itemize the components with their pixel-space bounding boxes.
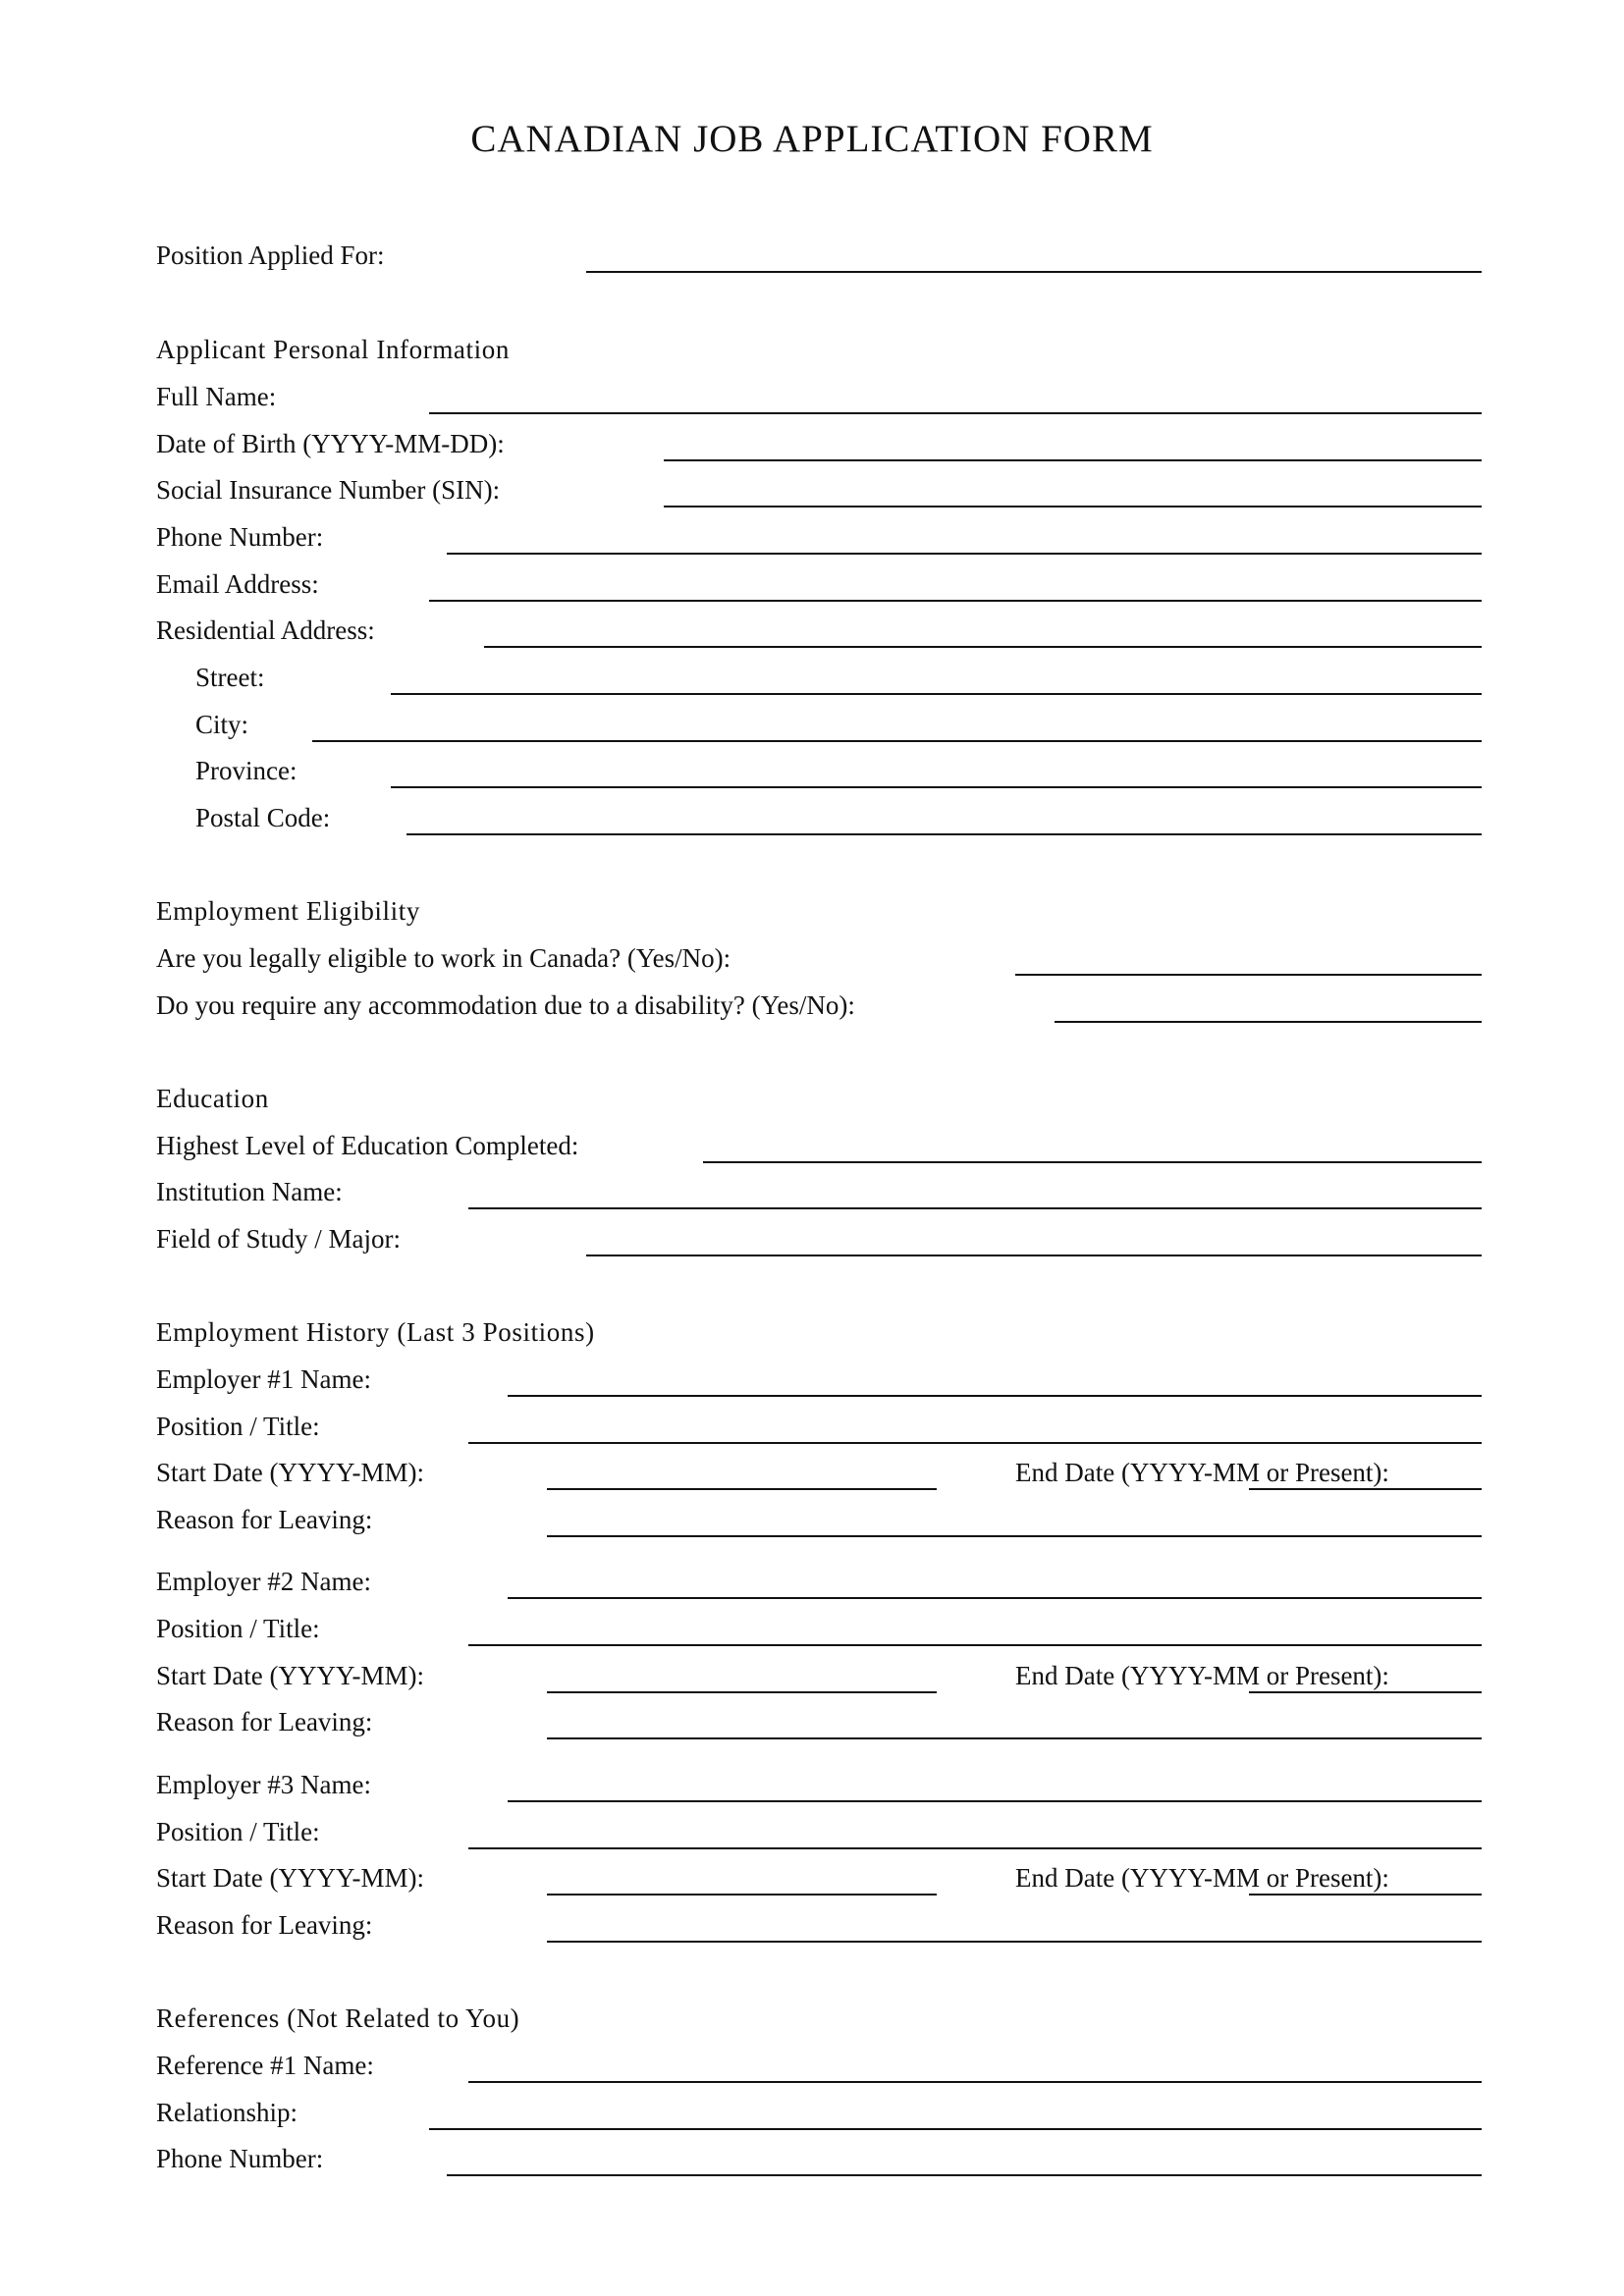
reference-phone-label: Phone Number: <box>156 2144 324 2173</box>
employer-2-start-field[interactable] <box>547 1691 937 1693</box>
dob-label: Date of Birth (YYYY-MM-DD): <box>156 429 505 458</box>
sin-field[interactable] <box>664 506 1482 507</box>
employer-1-end-label: End Date (YYYY-MM or Present): <box>1015 1458 1389 1487</box>
personal-info-heading: Applicant Personal Information <box>156 335 510 364</box>
city-field[interactable] <box>312 740 1482 742</box>
dob-field[interactable] <box>664 459 1482 461</box>
form-title: CANADIAN JOB APPLICATION FORM <box>470 118 1154 160</box>
postal-code-field[interactable] <box>406 833 1482 835</box>
employer-1-title-label: Position / Title: <box>156 1412 320 1441</box>
position-applied-label: Position Applied For: <box>156 240 385 270</box>
employer-3-name-label: Employer #3 Name: <box>156 1770 371 1799</box>
education-level-field[interactable] <box>703 1161 1482 1163</box>
city-label: City: <box>195 710 249 739</box>
employer-2-reason-field[interactable] <box>547 1737 1482 1739</box>
employer-2-start-label: Start Date (YYYY-MM): <box>156 1661 424 1690</box>
employer-1-reason-field[interactable] <box>547 1535 1482 1537</box>
eligibility-heading: Employment Eligibility <box>156 896 420 926</box>
reference-1-name-field[interactable] <box>468 2081 1482 2083</box>
field-of-study-field[interactable] <box>586 1255 1482 1256</box>
relationship-field[interactable] <box>429 2128 1482 2130</box>
education-heading: Education <box>156 1084 269 1113</box>
employer-3-end-label: End Date (YYYY-MM or Present): <box>1015 1863 1389 1893</box>
institution-field[interactable] <box>468 1207 1482 1209</box>
field-of-study-label: Field of Study / Major: <box>156 1224 401 1254</box>
employer-2-name-label: Employer #2 Name: <box>156 1567 371 1596</box>
employer-2-end-label: End Date (YYYY-MM or Present): <box>1015 1661 1389 1690</box>
employer-3-reason-field[interactable] <box>547 1941 1482 1943</box>
email-field[interactable] <box>429 600 1482 602</box>
province-label: Province: <box>195 756 298 785</box>
references-heading: References (Not Related to You) <box>156 2003 520 2033</box>
education-level-label: Highest Level of Education Completed: <box>156 1131 579 1160</box>
accommodation-field[interactable] <box>1055 1021 1482 1023</box>
reference-phone-field[interactable] <box>447 2174 1482 2176</box>
postal-code-label: Postal Code: <box>195 803 331 832</box>
employer-1-name-label: Employer #1 Name: <box>156 1364 371 1394</box>
accommodation-label: Do you require any accommodation due to a disability? (Yes/No): <box>156 990 855 1020</box>
relationship-label: Relationship: <box>156 2098 298 2127</box>
institution-label: Institution Name: <box>156 1177 343 1206</box>
phone-label: Phone Number: <box>156 522 324 552</box>
employer-3-title-field[interactable] <box>468 1847 1482 1849</box>
sin-label: Social Insurance Number (SIN): <box>156 475 501 505</box>
employer-1-end-field[interactable] <box>1249 1488 1482 1490</box>
employer-3-start-label: Start Date (YYYY-MM): <box>156 1863 424 1893</box>
email-label: Email Address: <box>156 569 319 599</box>
employer-2-reason-label: Reason for Leaving: <box>156 1707 373 1736</box>
legally-eligible-label: Are you legally eligible to work in Canada? (Yes/No): <box>156 943 731 973</box>
employer-3-title-label: Position / Title: <box>156 1817 320 1846</box>
employer-2-name-field[interactable] <box>508 1597 1482 1599</box>
full-name-label: Full Name: <box>156 382 277 411</box>
full-name-field[interactable] <box>429 412 1482 414</box>
employment-heading: Employment History (Last 3 Positions) <box>156 1317 595 1347</box>
address-field[interactable] <box>484 646 1482 648</box>
employer-3-end-field[interactable] <box>1249 1894 1482 1896</box>
province-field[interactable] <box>391 786 1482 788</box>
employer-1-start-field[interactable] <box>547 1488 937 1490</box>
phone-field[interactable] <box>447 553 1482 555</box>
employer-2-end-field[interactable] <box>1249 1691 1482 1693</box>
employer-2-title-label: Position / Title: <box>156 1614 320 1643</box>
address-label: Residential Address: <box>156 615 375 645</box>
employer-1-reason-label: Reason for Leaving: <box>156 1505 373 1534</box>
employer-1-name-field[interactable] <box>508 1395 1482 1397</box>
employer-1-start-label: Start Date (YYYY-MM): <box>156 1458 424 1487</box>
reference-1-name-label: Reference #1 Name: <box>156 2051 374 2080</box>
employer-3-start-field[interactable] <box>547 1894 937 1896</box>
legally-eligible-field[interactable] <box>1015 974 1482 976</box>
position-applied-field[interactable] <box>586 271 1482 273</box>
employer-2-title-field[interactable] <box>468 1644 1482 1646</box>
employer-3-reason-label: Reason for Leaving: <box>156 1910 373 1940</box>
street-field[interactable] <box>391 693 1482 695</box>
street-label: Street: <box>195 663 265 692</box>
employer-1-title-field[interactable] <box>468 1442 1482 1444</box>
employer-3-name-field[interactable] <box>508 1800 1482 1802</box>
